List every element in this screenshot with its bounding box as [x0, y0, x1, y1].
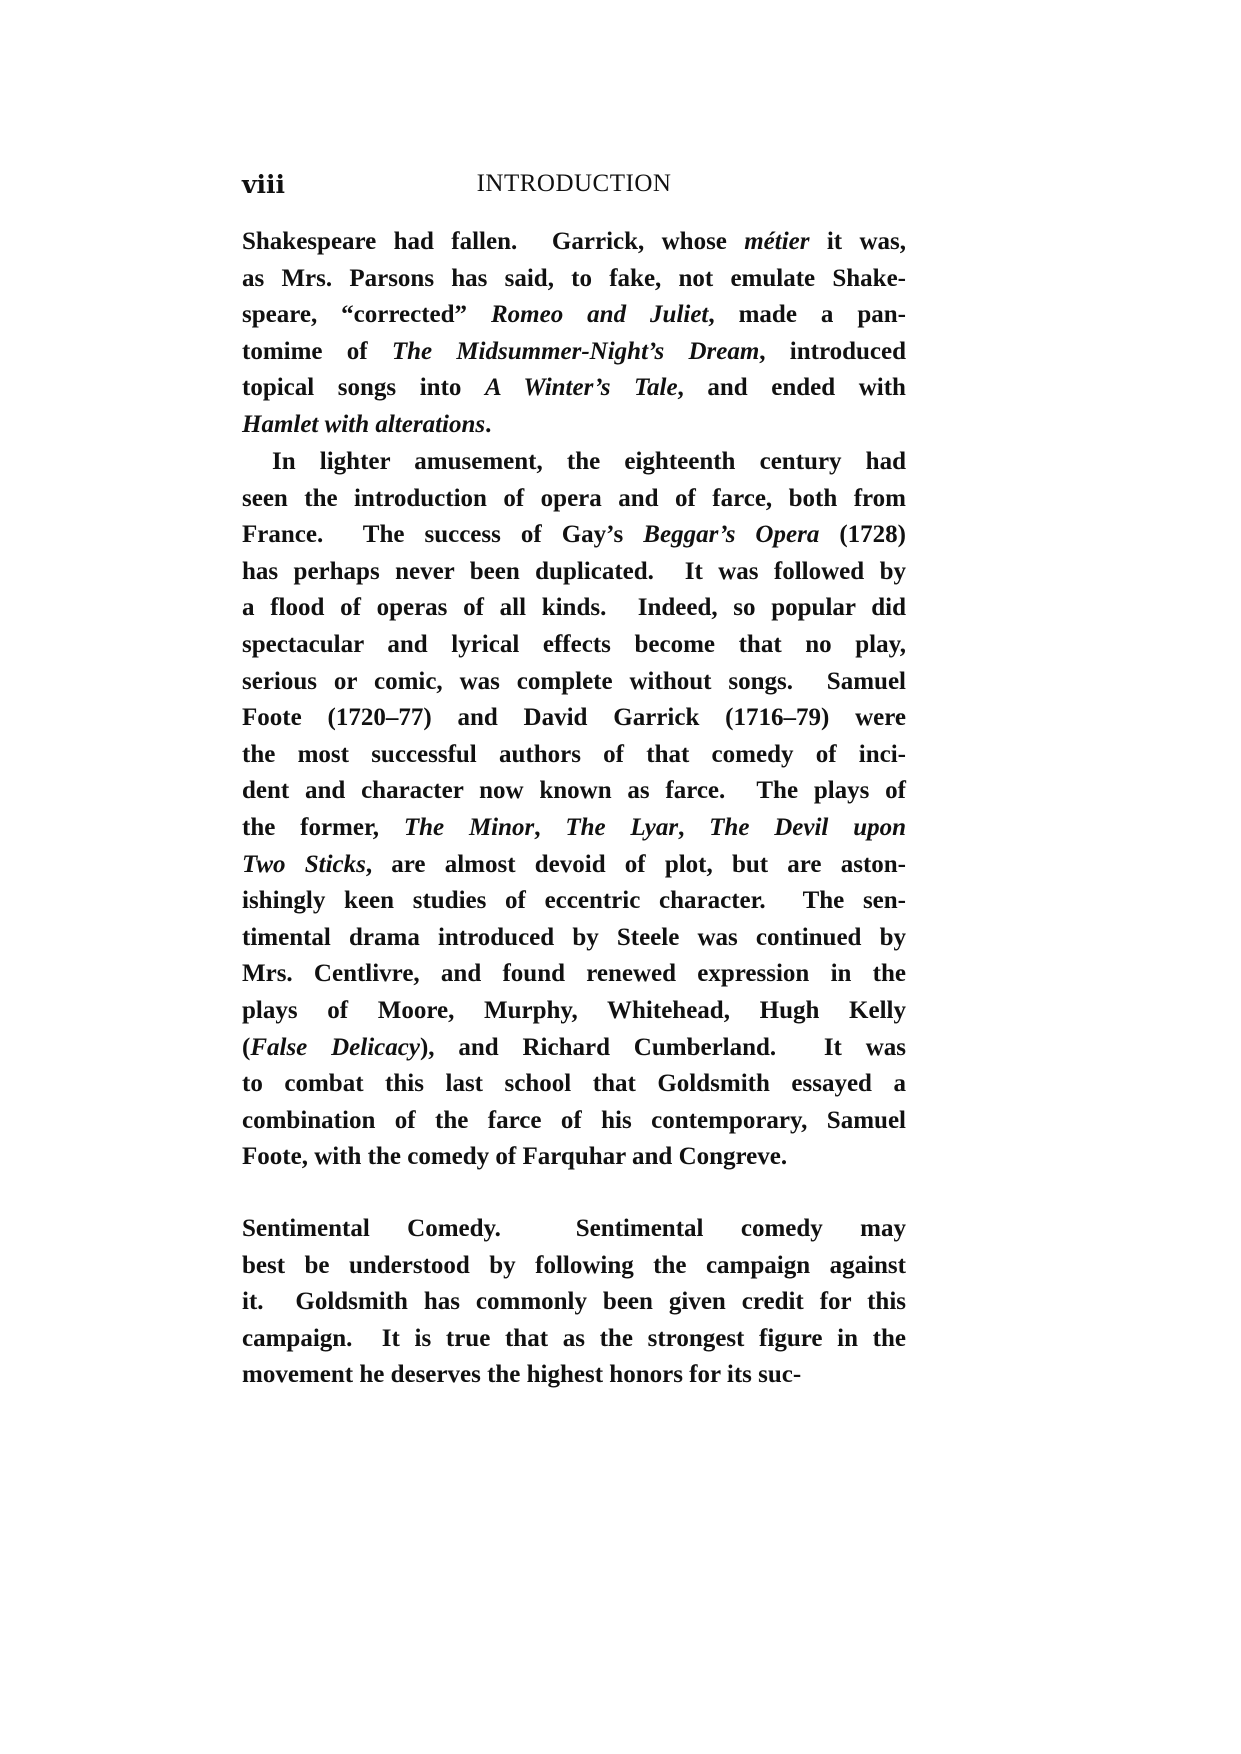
text-segment: , made a pan-	[708, 301, 906, 329]
italic-title: Beggar’s Opera	[643, 521, 820, 549]
paragraph	[242, 224, 906, 444]
text-line	[242, 481, 906, 518]
italic-title: The Minor	[403, 813, 535, 841]
text-line	[242, 883, 906, 920]
text-segment: , and ended with	[677, 374, 906, 402]
text-segment: Shakespeare had fallen. Garrick, whose	[242, 228, 745, 255]
text-line	[242, 224, 906, 261]
text-segment: dent and character now known as farce. The plays of	[242, 777, 906, 805]
text-line	[242, 590, 906, 627]
text-segment: serious or comic, was complete without songs. Samuel	[242, 667, 906, 695]
text-segment: it was,	[809, 228, 906, 255]
text-line	[242, 664, 906, 701]
text-segment: France. The success of Gay’s	[242, 521, 644, 549]
text-line	[242, 1284, 906, 1321]
text-segment: .	[485, 410, 492, 438]
text-line	[242, 1103, 906, 1140]
text-line	[242, 1248, 906, 1285]
text-segment: (1728)	[819, 521, 906, 549]
text-line	[242, 334, 906, 371]
text-line	[242, 810, 906, 847]
text-segment: speare, “corrected”	[242, 301, 491, 329]
italic-title: The Lyar	[565, 813, 679, 841]
text-segment: as Mrs. Parsons has said, to fake, not emulate Shake-	[242, 264, 906, 292]
text-segment: Sentimental comedy may	[500, 1215, 906, 1242]
text-line	[242, 1357, 906, 1394]
text-segment: , are almost devoid of plot, but are aston-	[365, 850, 906, 878]
italic-title: Hamlet with alterations	[242, 410, 486, 438]
text-segment: it. Goldsmith has commonly been given credit for this	[242, 1288, 906, 1316]
italic-title: The Devil upon	[709, 813, 906, 841]
text-line	[242, 517, 906, 554]
text-segment: , introduced	[759, 337, 906, 365]
text-line	[242, 956, 906, 993]
text-line	[242, 700, 906, 737]
page-number: viii	[242, 170, 286, 199]
text-segment: spectacular and lyrical effects become that no play,	[242, 630, 906, 658]
text-line	[242, 444, 906, 481]
text-line	[242, 1030, 906, 1067]
text-line	[242, 920, 906, 957]
text-segment: In lighter amusement, the eighteenth century had	[272, 448, 906, 475]
text-line	[242, 1066, 906, 1103]
italic-title: A Winter’s Tale	[484, 374, 678, 402]
text-line	[242, 554, 906, 591]
text-segment: Foote (1720–77) and David Garrick (1716–79) were	[242, 704, 906, 732]
text-line	[242, 370, 906, 407]
text-segment: Foote, with the comedy of Farquhar and Congreve.	[242, 1143, 788, 1171]
text-segment: timental drama introduced by Steele was continued by	[242, 923, 906, 951]
text-segment: (	[242, 1033, 251, 1061]
text-segment: topical songs into	[242, 374, 485, 402]
text-segment: ), and Richard Cumberland. It was	[419, 1033, 906, 1061]
page-header	[242, 170, 906, 210]
text-segment: ,	[678, 813, 710, 841]
italic-title: Two Sticks	[242, 850, 366, 878]
text-segment: to combat this last school that Goldsmith essayed a	[242, 1070, 906, 1098]
text-line	[242, 1139, 906, 1176]
paragraph	[242, 444, 906, 1176]
text-segment: seen the introduction of opera and of farce, both from	[242, 484, 906, 512]
text-segment: ishingly keen studies of eccentric character. The sen-	[242, 887, 906, 915]
text-line	[242, 1211, 906, 1248]
paragraph	[242, 1211, 906, 1394]
text-segment: combination of the farce of his contemporary, Samuel	[242, 1106, 906, 1134]
text-line	[242, 627, 906, 664]
text-segment: tomime of	[242, 337, 392, 365]
text-line	[242, 847, 906, 884]
text-segment: movement he deserves the highest honors for its suc-	[242, 1361, 802, 1389]
italic-title: False Delicacy	[250, 1033, 420, 1061]
text-segment: best be understood by following the campaign against	[242, 1251, 906, 1279]
text-line	[242, 993, 906, 1030]
text-segment: the former,	[242, 813, 404, 841]
text-segment: has perhaps never been duplicated. It was followed by	[242, 557, 906, 585]
text-line	[242, 737, 906, 774]
text-segment: ,	[534, 813, 566, 841]
text-line	[242, 407, 906, 444]
text-segment: a flood of operas of all kinds. Indeed, so popular did	[242, 594, 906, 622]
text-segment: the most successful authors of that comedy of inci-	[242, 740, 906, 768]
text-line	[242, 261, 906, 298]
running-head: INTRODUCTION	[476, 170, 672, 197]
italic-title: métier	[744, 228, 810, 255]
text-segment: campaign. It is true that as the strongest figure in the	[242, 1324, 906, 1352]
section-heading: Sentimental Comedy.	[242, 1215, 501, 1242]
text-line	[242, 1321, 906, 1358]
text-line	[242, 773, 906, 810]
text-segment: plays of Moore, Murphy, Whitehead, Hugh Kelly	[242, 996, 906, 1024]
text-segment: Mrs. Centlivre, and found renewed expression in the	[242, 960, 906, 988]
italic-title: Romeo and Juliet	[491, 301, 709, 329]
text-line	[242, 297, 906, 334]
italic-title: The Midsummer-Night’s Dream	[391, 337, 760, 365]
